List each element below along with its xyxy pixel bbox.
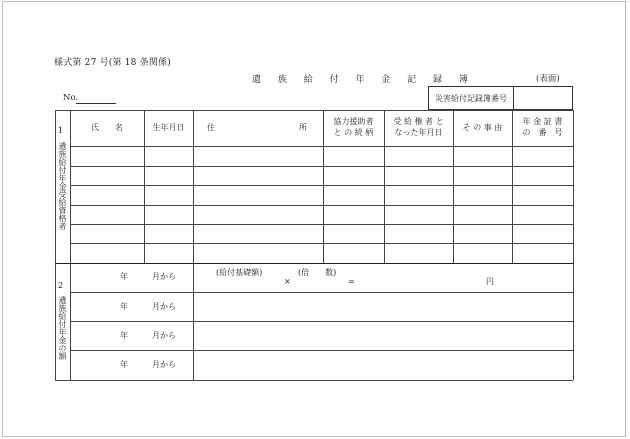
period-month-label: 月から xyxy=(152,272,176,281)
disaster-record-number-field[interactable] xyxy=(514,87,572,109)
col-relation-header-2: と の 続 柄 xyxy=(333,128,374,137)
col-pension-header-1: 年 金 証 書 xyxy=(522,117,563,126)
period-year-label: 年 xyxy=(120,360,128,369)
col-name-header: 氏 名 xyxy=(91,123,123,132)
period-year-label: 年 xyxy=(120,302,128,311)
disaster-record-number-label: 災害給付記録簿番号 xyxy=(429,87,514,109)
multiply-sign: × xyxy=(284,277,291,286)
col-became-header-2: なった年月日 xyxy=(394,128,443,137)
period-month-label: 月から xyxy=(152,302,176,311)
section1-number: 1 xyxy=(58,126,64,135)
period-year-label: 年 xyxy=(120,331,128,340)
disaster-record-number-box xyxy=(428,86,573,110)
period-year-label: 年 xyxy=(120,272,128,281)
record-number-label: No. xyxy=(63,93,79,103)
period-month-label: 月から xyxy=(152,331,176,340)
col-became-header-1: 受 給 権 者 と xyxy=(393,117,444,126)
col-address-header-b: 所 xyxy=(299,123,307,132)
col-birthdate-header: 生年月日 xyxy=(152,123,185,132)
section2-side-label: 遺族給付年金の額 xyxy=(58,296,67,360)
section1-side-label: 遺族給付年金受給資格者 xyxy=(58,142,67,230)
record-number-field[interactable] xyxy=(76,103,116,104)
benefit-base-label: (給付基礎額) xyxy=(216,268,263,277)
equals-sign: = xyxy=(348,277,355,286)
period-month-label: 月から xyxy=(152,360,176,369)
col-relation-header-1: 協力援助者 xyxy=(333,117,374,126)
section2-number: 2 xyxy=(58,281,64,290)
form-reference: 様式第 27 号(第 18 条関係) xyxy=(54,58,171,68)
face-indicator: (表面) xyxy=(536,74,560,84)
multiplier-label: (倍 数) xyxy=(298,268,337,277)
col-pension-header-2: の 番 号 xyxy=(522,128,563,137)
yen-unit: 円 xyxy=(486,277,494,286)
col-address-header-a: 住 xyxy=(207,123,215,132)
col-reason-header: そ の 事 由 xyxy=(462,123,503,132)
document-title: 遺 族 給 付 年 金 記 録 簿 xyxy=(252,75,475,85)
